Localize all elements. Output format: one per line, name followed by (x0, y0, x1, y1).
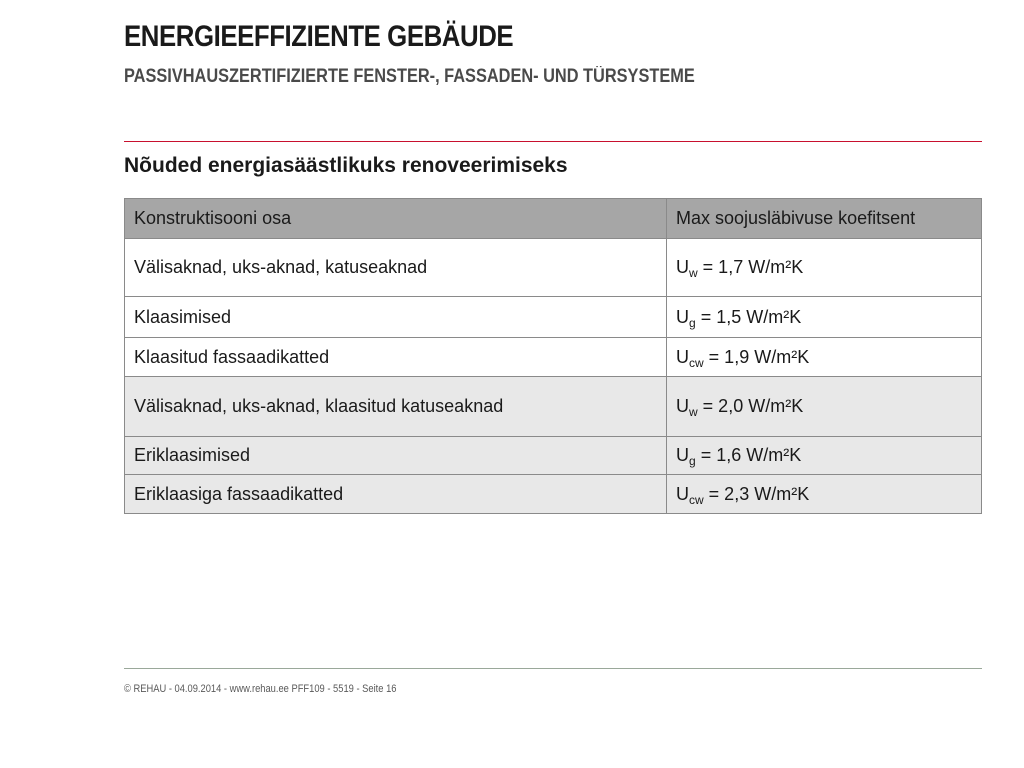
coef-value: = 1,7 W/m²K (697, 257, 804, 277)
cell-part: Välisaknad, uks-aknad, katuseaknad (125, 239, 667, 297)
header-cell-coefficient: Max soojusläbivuse koefitsent (667, 199, 982, 239)
coef-symbol: U (676, 445, 689, 465)
table-row (125, 377, 982, 437)
cell-part: Eriklaasimised (125, 437, 667, 475)
table-row (125, 437, 982, 475)
coef-value: = 2,0 W/m²K (697, 396, 804, 416)
coef-symbol: U (676, 257, 689, 277)
coef-subscript: g (689, 454, 696, 468)
coef-symbol: U (676, 483, 689, 504)
table-row (125, 475, 982, 514)
coef-subscript: w (689, 266, 698, 280)
coef-value: = 1,5 W/m²K (695, 306, 802, 327)
coef-value: = 1,9 W/m²K (703, 346, 810, 367)
cell-coefficient (667, 437, 982, 475)
table-row (125, 239, 982, 297)
coef-symbol: U (676, 306, 689, 327)
cell-coefficient (667, 475, 982, 514)
footer-divider (124, 668, 982, 669)
accent-divider (124, 141, 982, 142)
slide-title: ENERGIEEFFIZIENTE GEBÄUDE (124, 20, 514, 53)
coef-value: = 2,3 W/m²K (703, 483, 810, 504)
slide-subtitle: PASSIVHAUSZERTIFIZIERTE FENSTER-, FASSADEN- UND TÜRSYSTEME (124, 66, 695, 87)
coef-subscript: w (689, 405, 698, 419)
cell-part: Klaasimised (125, 297, 667, 338)
header-cell-part: Konstruktisooni osa (125, 199, 667, 239)
cell-part: Eriklaasiga fassaadikatted (125, 475, 667, 514)
cell-coefficient (667, 297, 982, 338)
cell-part: Välisaknad, uks-aknad, klaasitud katuseaknad (125, 377, 667, 437)
table-row (125, 297, 982, 338)
coef-symbol: U (676, 346, 689, 367)
table-row (125, 338, 982, 377)
footer-text: © REHAU - 04.09.2014 - www.rehau.ee PFF109 - 5519 - Seite 16 (124, 683, 397, 695)
requirements-table (124, 198, 982, 514)
coef-subscript: cw (689, 355, 704, 370)
table-header-row (125, 199, 982, 239)
cell-coefficient (667, 377, 982, 437)
cell-coefficient (667, 239, 982, 297)
section-heading: Nõuded energiasäästlikuks renoveerimiseks (124, 154, 568, 177)
coef-subscript: g (689, 315, 696, 330)
coef-symbol: U (676, 396, 689, 416)
cell-part: Klaasitud fassaadikatted (125, 338, 667, 377)
cell-coefficient (667, 338, 982, 377)
coef-value: = 1,6 W/m²K (695, 445, 802, 465)
coef-subscript: cw (689, 492, 704, 507)
